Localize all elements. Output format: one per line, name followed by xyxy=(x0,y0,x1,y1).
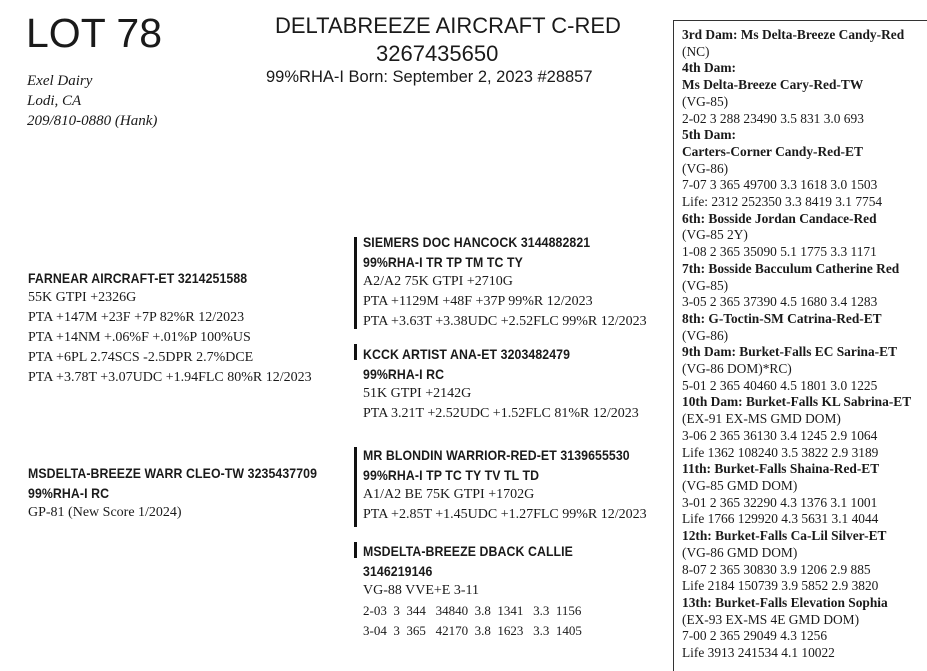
maternal-dam-heading: 9th Dam: Burket-Falls EC Sarina-ET xyxy=(682,344,898,360)
dam-dam-record: 3-04 3 365 42170 3.8 1623 3.3 1405 xyxy=(363,623,582,638)
maternal-dam-detail: Life 3913 241534 4.1 10022 xyxy=(682,645,835,661)
consignor-name: Exel Dairy xyxy=(27,73,93,89)
sire-name: FARNEAR AIRCRAFT-ET 3214251588 xyxy=(28,270,248,286)
maternal-dam-detail: Life: 2312 252350 3.3 8419 3.1 7754 xyxy=(682,194,883,210)
maternal-dam-heading: 7th: Bosside Bacculum Catherine Red xyxy=(682,260,900,276)
maternal-dam-heading: 10th Dam: Burket-Falls KL Sabrina-ET xyxy=(682,394,912,410)
maternal-dam-detail: 3-01 2 365 32290 4.3 1376 3.1 1001 xyxy=(682,494,878,510)
maternal-dam-heading: 8th: G-Toctin-SM Catrina-Red-ET xyxy=(682,310,882,326)
sire-sire-block xyxy=(363,232,647,332)
sire-sire-subtitle: 99%RHA-I TR TP TM TC TY xyxy=(363,254,523,270)
animal-info: 99%RHA-I Born: September 2, 2023 #28857 xyxy=(266,68,593,86)
dam-dam-block xyxy=(363,541,602,641)
dam-subtitle: 99%RHA-I RC xyxy=(28,485,110,501)
sire-line: PTA +6PL 2.74SCS -2.5DPR 2.7%DCE xyxy=(28,350,254,365)
maternal-dam-detail: 7-00 2 365 29049 4.3 1256 xyxy=(682,628,828,644)
sire-bracket-top xyxy=(354,237,357,329)
lot-number: LOT 78 xyxy=(26,10,162,56)
maternal-dam-detail: 3-05 2 365 37390 4.5 1680 3.4 1283 xyxy=(682,294,878,310)
dam-dam-classification: VG-88 VVE+E 3-11 xyxy=(363,583,479,598)
maternal-dam-heading: 3rd Dam: Ms Delta-Breeze Candy-Red xyxy=(682,27,905,42)
maternal-dam-detail: (EX-91 EX-MS GMD DOM) xyxy=(682,411,841,427)
dam-block xyxy=(28,463,356,523)
maternal-dam-detail: Life 2184 150739 3.9 5852 2.9 3820 xyxy=(682,578,879,594)
maternal-dam-detail: (VG-85) xyxy=(682,277,729,293)
sire-block xyxy=(28,268,312,388)
dam-line: GP-81 (New Score 1/2024) xyxy=(28,505,182,520)
maternal-dam-detail: 8-07 2 365 30830 3.9 1206 2.9 885 xyxy=(682,561,871,577)
sire-dam-block xyxy=(363,344,639,424)
sire-sire-line: A2/A2 75K GTPI +2710G xyxy=(363,274,513,289)
sire-bracket-bottom xyxy=(354,344,357,360)
sire-dam-subtitle: 99%RHA-I RC xyxy=(363,366,445,382)
dam-sire-subtitle: 99%RHA-I TP TC TY TV TL TD xyxy=(363,467,540,483)
sire-sire-line: PTA +1129M +48F +37P 99%R 12/2023 xyxy=(363,294,593,309)
maternal-dam-detail: (VG-86) xyxy=(682,160,729,176)
sire-line: PTA +14NM +.06%F +.01%P 100%US xyxy=(28,330,251,345)
dam-bracket-bottom xyxy=(354,542,357,558)
sire-line: 55K GTPI +2326G xyxy=(28,290,137,305)
maternal-dam-heading: 12th: Burket-Falls Ca-Lil Silver-ET xyxy=(682,528,887,544)
maternal-dam-heading: 6th: Bosside Jordan Candace-Red xyxy=(682,210,877,226)
maternal-dam-heading: 4th Dam: xyxy=(682,60,736,76)
maternal-dam-heading: 11th: Burket-Falls Shaina-Red-ET xyxy=(682,461,880,477)
maternal-line-box xyxy=(673,20,927,671)
maternal-dam-heading: 5th Dam: xyxy=(682,127,736,143)
dam-dam-name: MSDELTA-BREEZE DBACK CALLIE xyxy=(363,543,573,559)
consignor-location: Lodi, CA xyxy=(27,93,82,109)
dam-dam-subtitle: 3146219146 xyxy=(363,563,433,579)
sire-dam-line: PTA 3.21T +2.52UDC +1.52FLC 81%R 12/2023 xyxy=(363,406,639,421)
sire-line: PTA +3.78T +3.07UDC +1.94FLC 80%R 12/2023 xyxy=(28,370,312,385)
dam-name: MSDELTA-BREEZE WARR CLEO-TW 3235437709 xyxy=(28,465,318,481)
maternal-dam-detail: Life 1362 108240 3.5 3822 2.9 3189 xyxy=(682,444,879,460)
sire-dam-name: KCCK ARTIST ANA-ET 3203482479 xyxy=(363,346,571,362)
maternal-dam-detail: 1-08 2 365 35090 5.1 1775 3.3 1171 xyxy=(682,244,877,260)
maternal-dam-detail: (VG-85 2Y) xyxy=(682,227,748,243)
maternal-dam-detail: 5-01 2 365 40460 4.5 1801 3.0 1225 xyxy=(682,377,878,393)
maternal-dam-detail: 3-06 2 365 36130 3.4 1245 2.9 1064 xyxy=(682,427,878,443)
dam-dam-record: 2-03 3 344 34840 3.8 1341 3.3 1156 xyxy=(363,603,582,618)
dam-bracket-top xyxy=(354,447,357,527)
maternal-dam-detail: (NC) xyxy=(682,43,710,59)
consignor-phone: 209/810-0880 (Hank) xyxy=(27,113,158,129)
maternal-dam-detail: Life 1766 129920 4.3 5631 3.1 4044 xyxy=(682,511,879,527)
dam-sire-line: A1/A2 BE 75K GTPI +1702G xyxy=(363,487,535,502)
sire-line: PTA +147M +23F +7P 82%R 12/2023 xyxy=(28,310,245,325)
animal-registration: 3267435650 xyxy=(376,41,499,66)
maternal-dam-detail: (VG-85 GMD DOM) xyxy=(682,477,798,493)
sire-dam-line: 51K GTPI +2142G xyxy=(363,386,472,401)
maternal-dam-heading: Ms Delta-Breeze Cary-Red-TW xyxy=(682,77,864,93)
maternal-dam-detail: (VG-86) xyxy=(682,327,729,343)
maternal-dam-heading: Carters-Corner Candy-Red-ET xyxy=(682,143,863,159)
maternal-dam-detail: 2-02 3 288 23490 3.5 831 3.0 693 xyxy=(682,110,864,126)
dam-sire-line: PTA +2.85T +1.45UDC +1.27FLC 99%R 12/2023 xyxy=(363,507,647,522)
animal-name: DELTABREEZE AIRCRAFT C-RED xyxy=(275,13,621,38)
maternal-dam-detail: (EX-93 EX-MS 4E GMD DOM) xyxy=(682,611,860,627)
maternal-dam-detail: (VG-86 GMD DOM) xyxy=(682,544,798,560)
maternal-dam-detail: 7-07 3 365 49700 3.3 1618 3.0 1503 xyxy=(682,177,878,193)
maternal-dam-heading: 13th: Burket-Falls Elevation Sophia xyxy=(682,594,888,610)
dam-sire-name: MR BLONDIN WARRIOR-RED-ET 3139655530 xyxy=(363,447,630,463)
sire-sire-line: PTA +3.63T +3.38UDC +2.52FLC 99%R 12/2023 xyxy=(363,314,647,329)
sire-sire-name: SIEMERS DOC HANCOCK 3144882821 xyxy=(363,234,591,250)
dam-sire-block xyxy=(363,445,666,525)
maternal-dam-detail: (VG-86 DOM)*RC) xyxy=(682,361,792,377)
maternal-dam-detail: (VG-85) xyxy=(682,93,729,109)
